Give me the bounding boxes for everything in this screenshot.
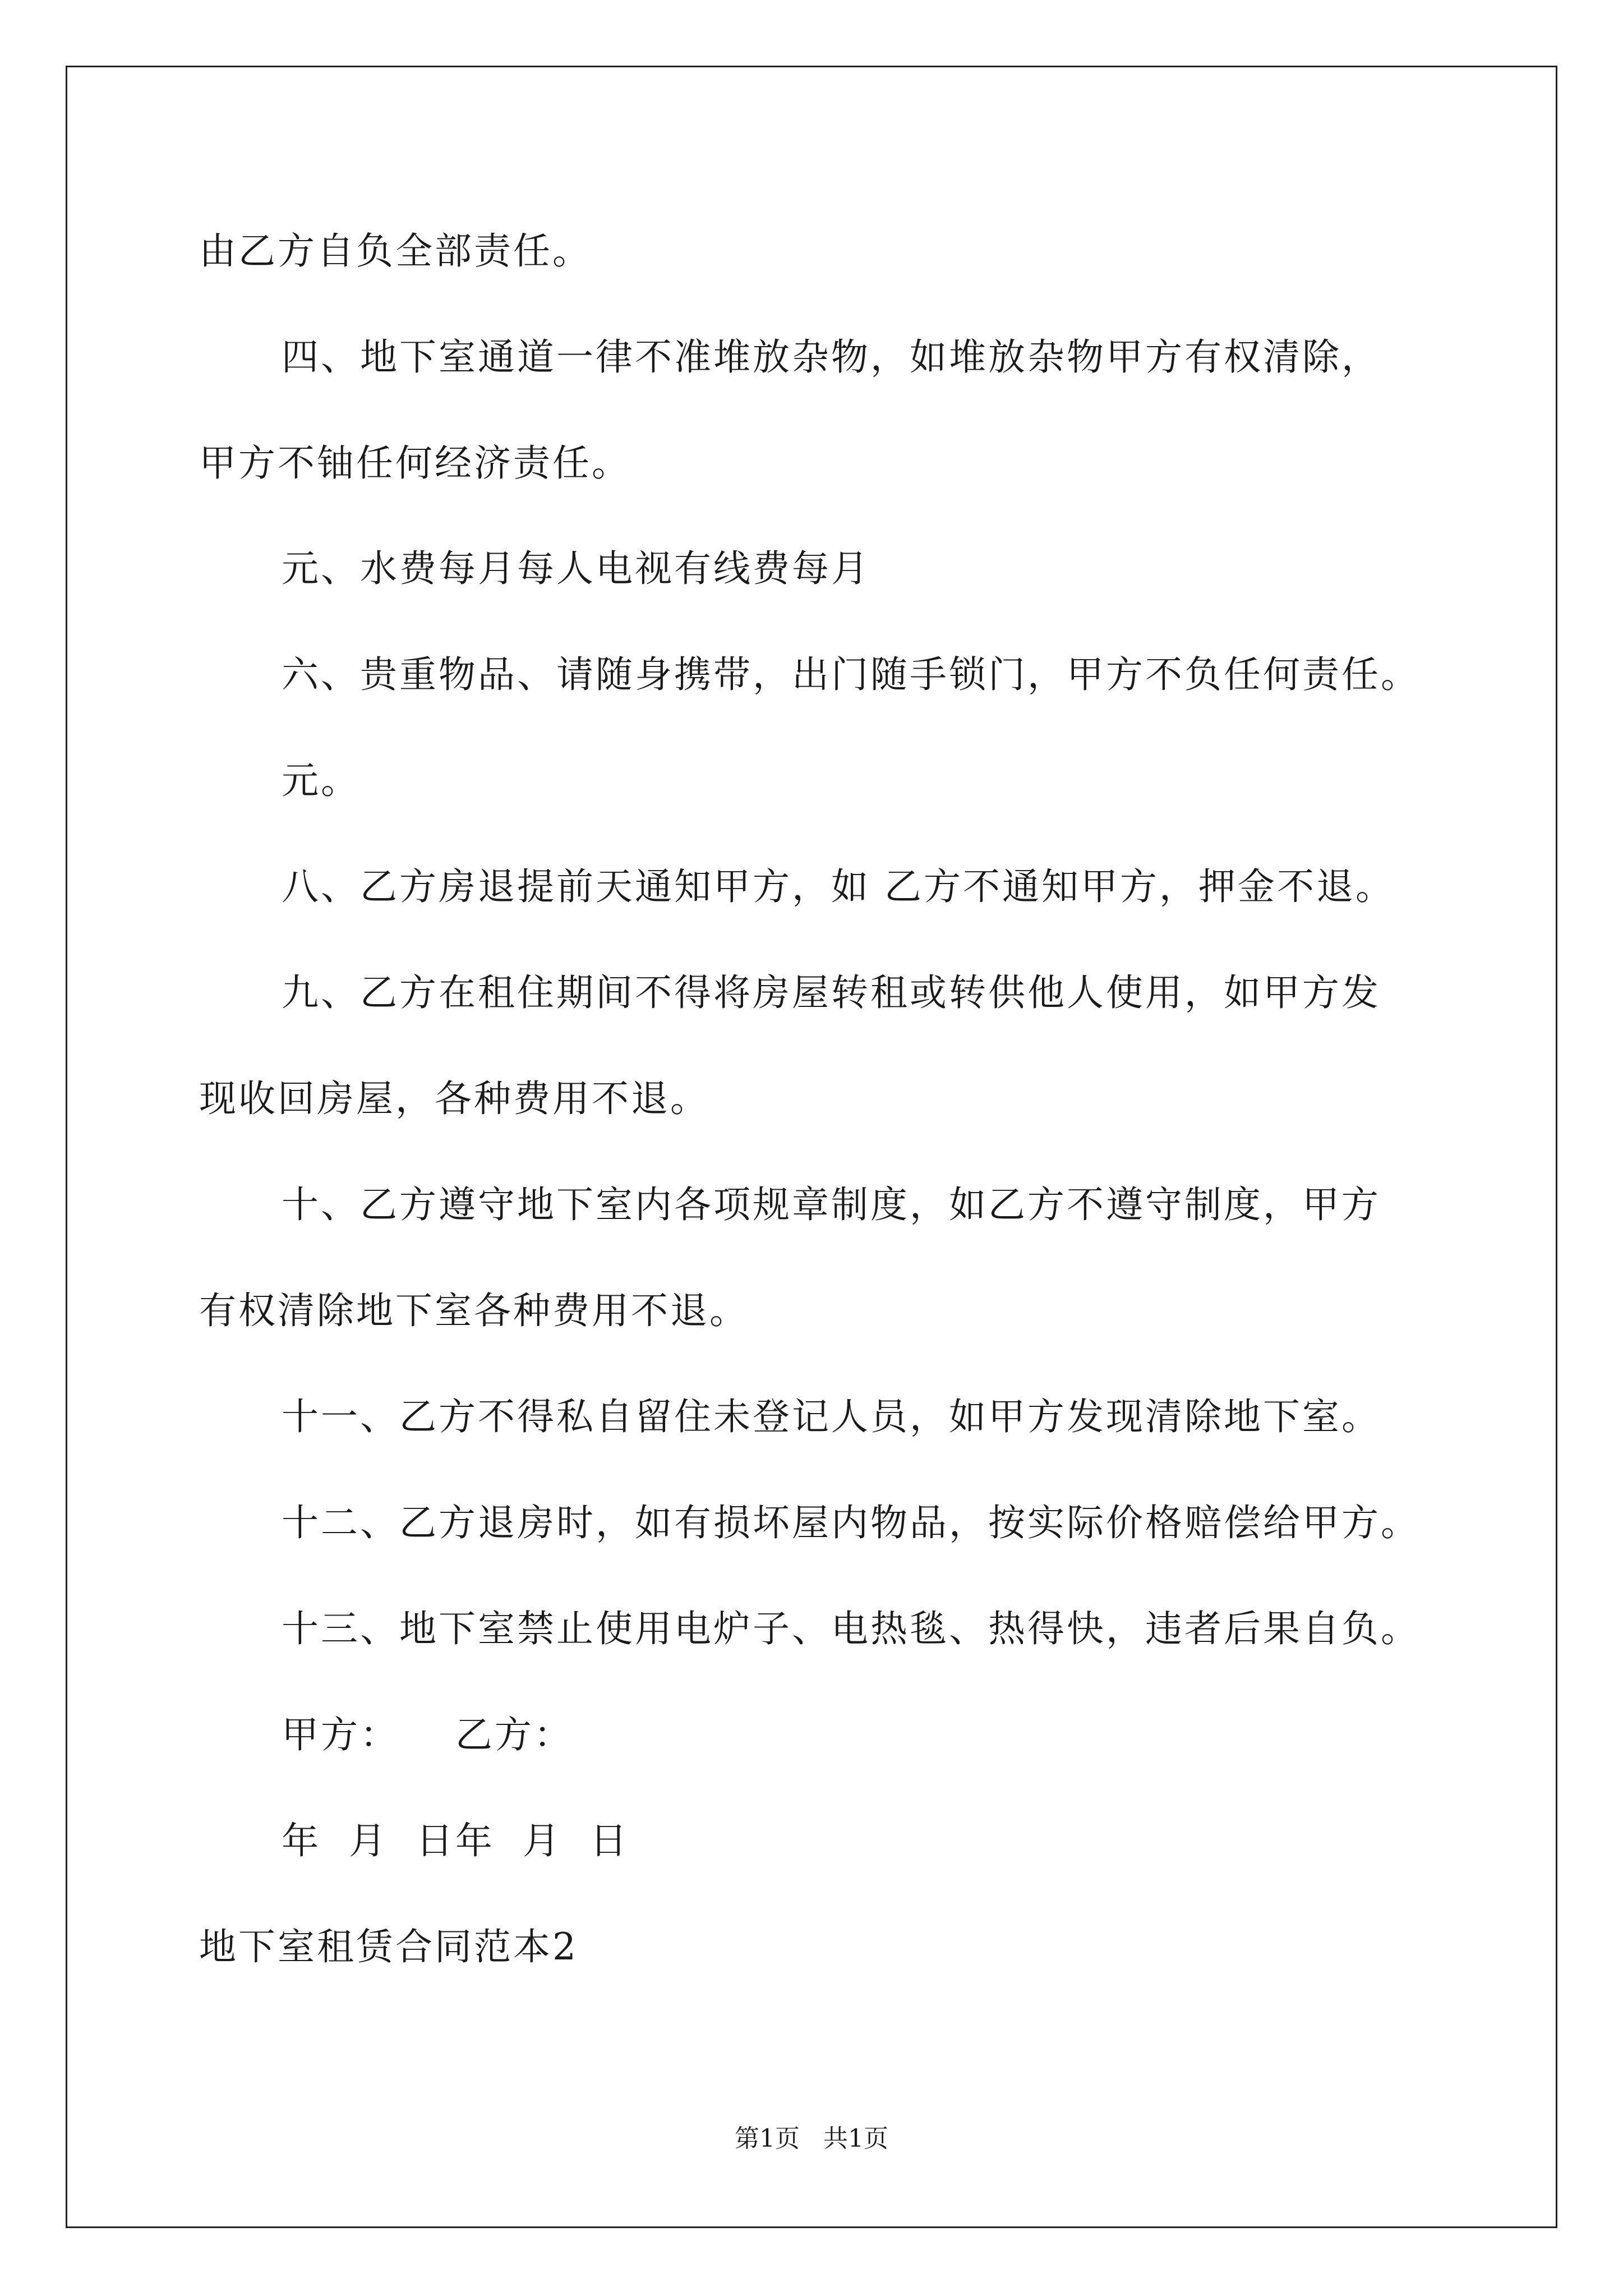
clause-8: 八、乙方房退提前天通知甲方，如 乙方不通知甲方，押金不退。 (282, 865, 1395, 908)
clause-11: 十一、乙方不得私自留住未登记人员，如甲方发现清除地下室。 (282, 1395, 1381, 1438)
section-heading: 地下室租赁合同范本2 (199, 1925, 578, 1968)
clause-5: 元、水费每月每人电视有线费每月 (282, 547, 870, 590)
text-line-3: 甲方不铀任何经济责任。 (199, 441, 631, 485)
clause-10: 十、乙方遵守地下室内各项规章制度，如乙方不遵守制度，甲方 (282, 1183, 1381, 1226)
clause-13: 十三、地下室禁止使用电炉子、电热毯、热得快，违者后果自负。 (282, 1607, 1420, 1650)
signature-dates: 年 月 日年 月 日 (282, 1819, 629, 1862)
page-footer: 第1页 共1页 (735, 2124, 888, 2153)
signature-parties: 甲方： 乙方： (282, 1713, 573, 1756)
clause-6: 六、贵重物品、请随身携带，出门随手锁门，甲方不负任何责任。 (282, 653, 1420, 696)
text-line-1: 由乙方自负全部责任。 (199, 229, 592, 273)
clause-12: 十二、乙方退房时，如有损坏屋内物品，按实际价格赔偿给甲方。 (282, 1501, 1420, 1544)
clause-4: 四、地下室通道一律不准堆放杂物，如堆放杂物甲方有权清除， (282, 335, 1381, 379)
page-frame (66, 66, 1557, 2228)
clause-9: 九、乙方在租住期间不得将房屋转租或转供他人使用，如甲方发 (282, 971, 1381, 1014)
text-line-11: 有权清除地下室各种费用不退。 (199, 1289, 749, 1332)
text-line-6: 元。 (282, 759, 360, 802)
text-line-9: 现收回房屋，各种费用不退。 (199, 1077, 709, 1120)
